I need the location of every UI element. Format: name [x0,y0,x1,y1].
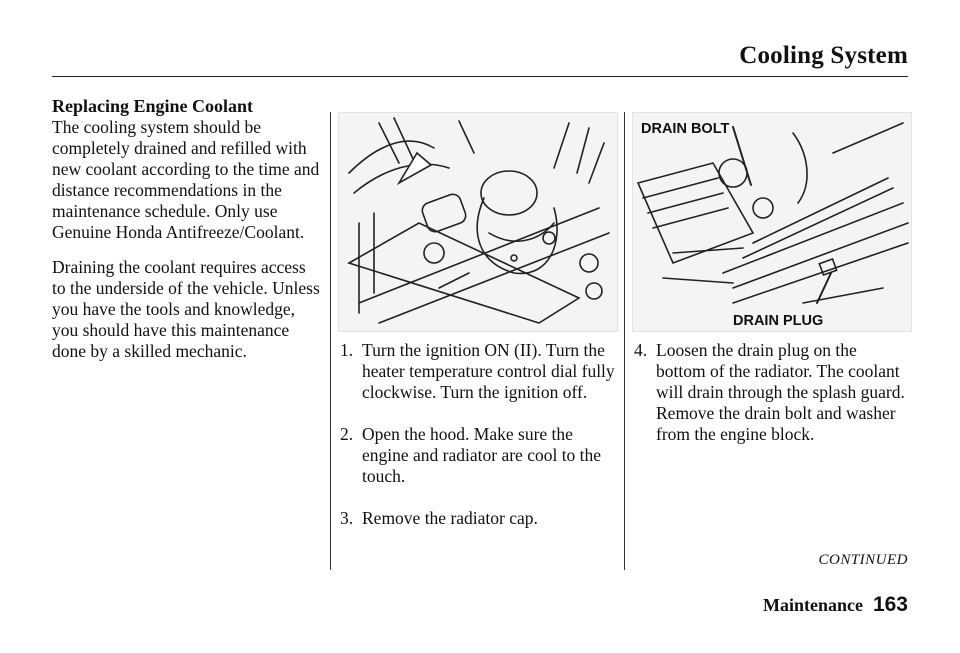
step-3 [340,508,620,529]
header-divider [52,76,908,77]
column-divider-2 [624,112,625,570]
step-text: Loosen the drain plug on the bottom of the radiator. The coolant will drain through the splash guard. Remove the drain bolt and washer from the engine block. [656,340,905,444]
intro-paragraph-2: Draining the coolant requires access to the underside of the vehicle. Unless you have the tools and knowledge, you should have this maintenance done by a skilled mechanic. [52,257,320,361]
column-divider-1 [330,112,331,570]
intro-column [52,96,320,376]
step-number: 2. [340,424,354,444]
step-1 [340,340,620,403]
step-number: 1. [340,340,354,360]
page-footer [763,593,908,617]
section-heading: Replacing Engine Coolant [52,96,254,116]
intro-paragraph-1: The cooling system should be completely drained and refilled with new coolant according to the time and distance recommendations in the maintenance schedule. Only use Genuine Honda Antifreeze/Coolant. [52,117,320,242]
drain-plug-illustration [632,112,912,332]
engine-bay-drawing [339,113,617,331]
radiator-underside-drawing [633,113,911,331]
step-4 [634,340,906,445]
continued-label: CONTINUED [818,552,908,568]
footer-section-name: Maintenance [762,595,863,615]
step-text: Turn the ignition ON (II). Turn the heater temperature control dial fully clockwise. Turn the ignition off. [362,340,615,402]
step-number: 4. [634,340,648,360]
drain-plug-callout: DRAIN PLUG [733,313,824,329]
drain-bolt-callout: DRAIN BOLT [641,121,730,137]
step-text: Remove the radiator cap. [362,508,538,528]
page-number: 163 [872,593,908,616]
step-text: Open the hood. Make sure the engine and radiator are cool to the touch. [362,424,602,486]
step-2 [340,424,620,487]
step-number: 3. [340,508,354,528]
steps-column-3 [634,340,906,466]
steps-column-2 [340,340,620,550]
page-header-title: Cooling System [739,42,908,69]
radiator-cap-illustration [338,112,618,332]
